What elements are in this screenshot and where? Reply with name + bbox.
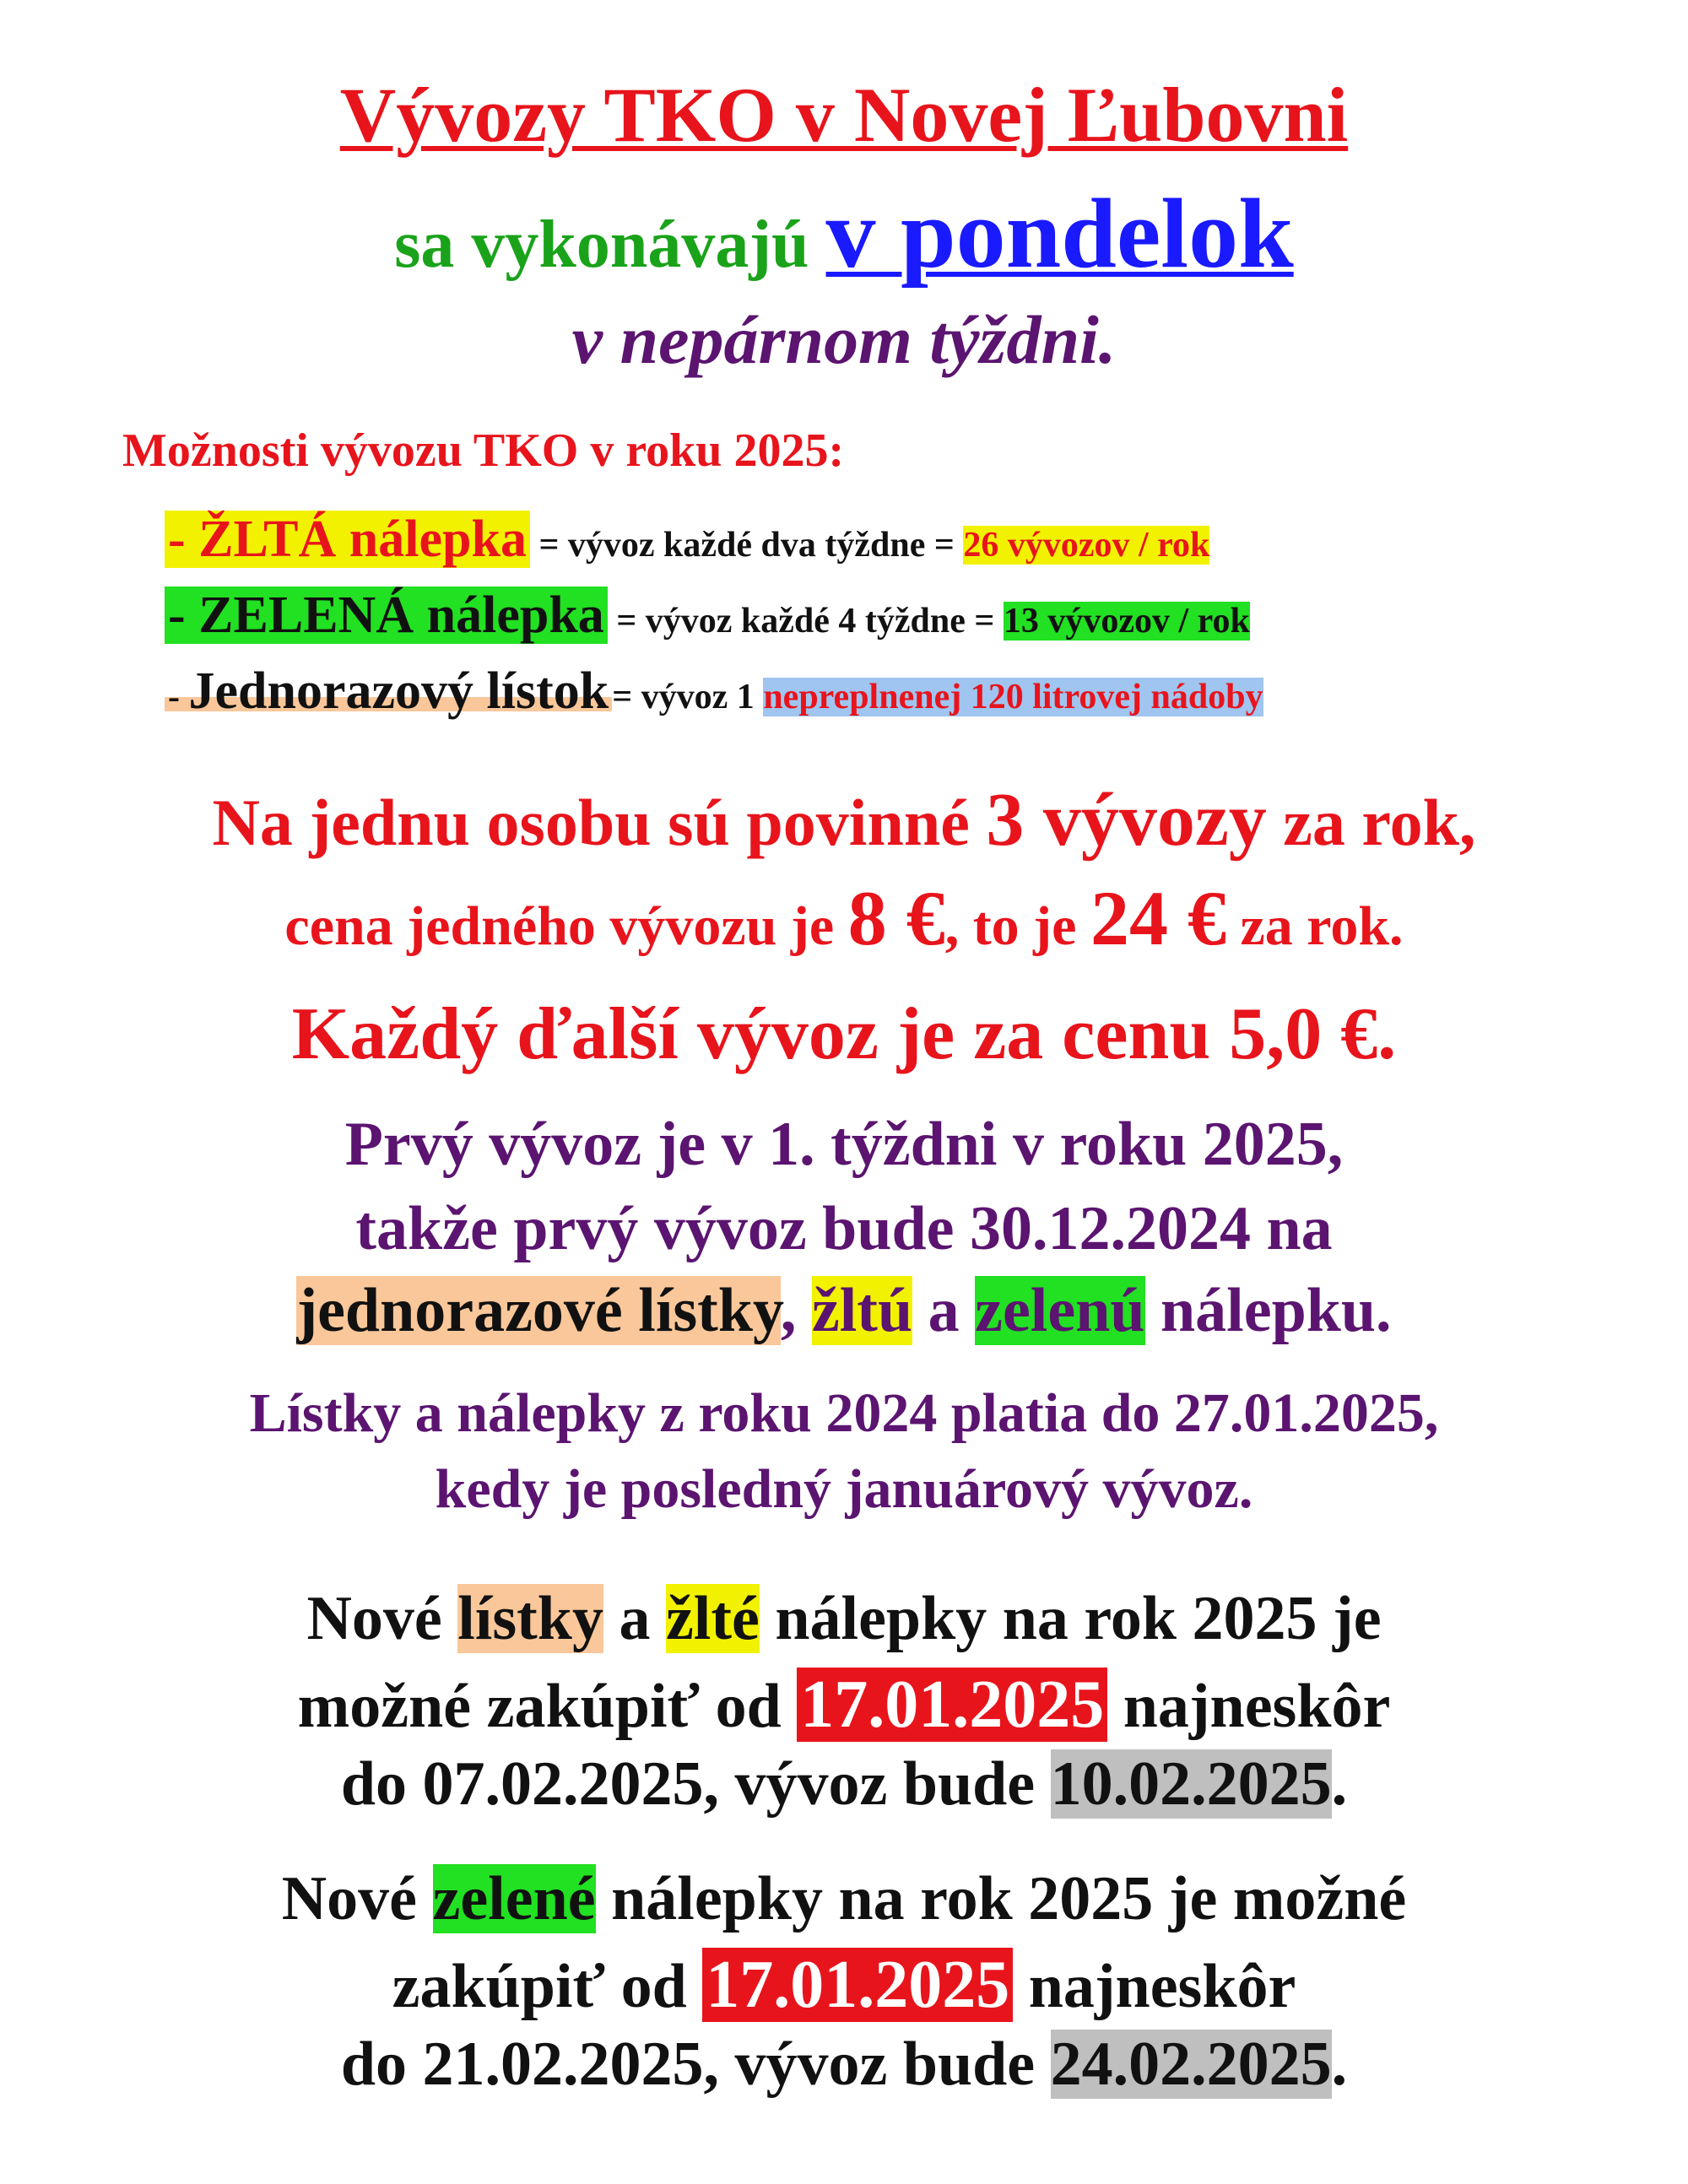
- option-yellow-desc: = vývoz každé dva týždne =: [529, 526, 964, 565]
- option-green-label: - ZELENÁ nálepka: [165, 587, 608, 644]
- option-green-value: 13 vývozov / rok: [1003, 602, 1250, 641]
- yn-text: možné zakúpiť od: [297, 1672, 798, 1741]
- green-new-2: [0, 1949, 1688, 2020]
- options-heading: Možnosti vývozu TKO v roku 2025:: [122, 424, 845, 477]
- price-single: 8 €: [847, 875, 945, 961]
- yn-pickup-date: 10.02.2025: [1050, 1749, 1332, 1819]
- price-count: 3 vývozy: [986, 778, 1267, 862]
- option-ticket-dash: -: [168, 678, 189, 716]
- subtitle: [0, 178, 1688, 289]
- yn-text: najneskôr: [1107, 1672, 1391, 1741]
- validity-line-1: Lístky a nálepky z roku 2024 platia do 27.01.2025,: [249, 1382, 1439, 1444]
- gn-text: .: [1331, 2030, 1348, 2099]
- extra-price: Každý ďalší vývoz je za cenu 5,0 €.: [291, 993, 1397, 1075]
- price-text: za rok.: [1225, 895, 1404, 957]
- price-total: 24 €: [1090, 875, 1226, 961]
- option-ticket-desc: = vývoz 1: [612, 678, 764, 716]
- option-ticket: [165, 662, 1263, 720]
- gn-green: zelené: [432, 1864, 596, 1933]
- first-line-1: Prvý vývoz je v 1. týždni v roku 2025,: [344, 1110, 1344, 1179]
- first-ticket: jednorazové lístky: [296, 1276, 781, 1345]
- option-yellow-value: 26 vývozov / rok: [963, 526, 1210, 565]
- subtitle-week: v nepárnom týždni.: [571, 301, 1117, 378]
- subtitle-prefix: sa vykonávajú: [394, 208, 826, 282]
- yellow-new-1: [0, 1584, 1688, 1653]
- yn-tickets: lístky: [457, 1584, 603, 1653]
- price-line-2: [0, 875, 1688, 961]
- option-ticket-label: Jednorazový lístok: [188, 662, 609, 720]
- yellow-new-2: [0, 1669, 1688, 1740]
- price-text: za rok,: [1266, 786, 1476, 859]
- price-text: cena jedného vývozu je: [284, 895, 848, 957]
- yn-yellow: žlté: [665, 1584, 760, 1653]
- price-line-1: [0, 778, 1688, 862]
- option-green-desc: = vývoz každé 4 týždne =: [607, 602, 1004, 641]
- gn-text: zakúpiť od: [392, 1952, 703, 2021]
- subtitle-day: v pondelok: [825, 178, 1294, 289]
- green-new-3: [0, 2032, 1688, 2098]
- gn-start-date: 17.01.2025: [702, 1948, 1013, 2022]
- gn-text: Nové: [281, 1864, 433, 1933]
- yellow-new-3: [0, 1749, 1688, 1819]
- first-text: ,: [780, 1276, 812, 1345]
- option-yellow-label: - ŽLTÁ nálepka: [165, 511, 530, 568]
- gn-text: najneskôr: [1013, 1952, 1296, 2021]
- first-text: a: [912, 1276, 976, 1345]
- gn-text: nálepky na rok 2025 je možné: [595, 1864, 1407, 1933]
- yn-text: nálepky na rok 2025 je: [759, 1584, 1382, 1653]
- first-green: zelenú: [975, 1276, 1145, 1345]
- gn-text: do 21.02.2025, vývoz bude: [340, 2030, 1051, 2099]
- price-text: Na jednu osobu sú povinné: [212, 786, 987, 859]
- yn-start-date: 17.01.2025: [797, 1668, 1107, 1742]
- gn-pickup-date: 24.02.2025: [1050, 2030, 1332, 2099]
- green-new-1: [0, 1864, 1688, 1933]
- option-ticket-value: nepreplnenej 120 litrovej nádoby: [763, 678, 1263, 716]
- validity-line-2: kedy je posledný januárový vývoz.: [435, 1458, 1253, 1520]
- title-text: Vývozy TKO v Novej Ľubovni: [339, 72, 1349, 158]
- yn-text: .: [1331, 1749, 1348, 1819]
- option-yellow: [165, 511, 1209, 568]
- first-line-2: takže prvý vývoz bude 30.12.2024 na: [355, 1194, 1333, 1263]
- page-title: [0, 74, 1688, 156]
- yn-text: Nové: [306, 1584, 458, 1653]
- option-green: [165, 587, 1250, 644]
- first-line-3: [0, 1276, 1688, 1345]
- first-text: nálepku.: [1144, 1276, 1392, 1345]
- price-text: , to je: [944, 895, 1090, 957]
- yn-text: do 07.02.2025, vývoz bude: [340, 1749, 1051, 1819]
- first-yellow: žltú: [811, 1276, 913, 1345]
- yn-text: a: [603, 1584, 666, 1653]
